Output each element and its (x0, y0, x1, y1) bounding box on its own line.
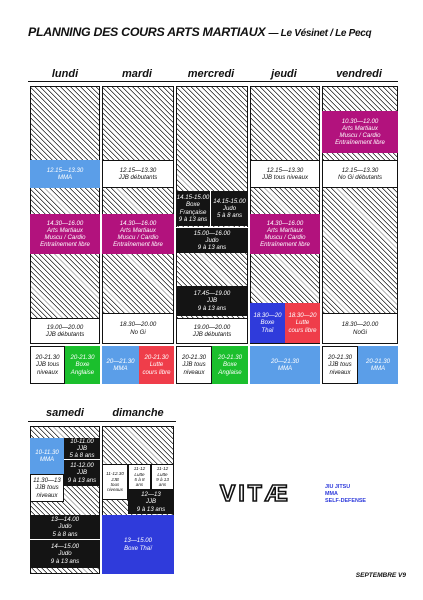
title-location: — Le Vésinet / Le Pecq (268, 28, 372, 39)
logo-tagline-2: MMA (325, 491, 338, 497)
class-sunday-1100-lutte-youth[interactable] (151, 464, 174, 490)
class-friday-1830-nogi[interactable] (322, 313, 398, 344)
class-tuesday-1215-jjb[interactable] (102, 160, 174, 188)
class-time: 11-12.30 (106, 471, 124, 477)
day-header-wednesday: mercredi (187, 68, 235, 80)
class-monday-1900-jjb[interactable] (30, 318, 100, 344)
class-saturday-1130-jjb[interactable] (30, 474, 64, 502)
class-time: 15.00—16.00 (193, 229, 231, 237)
class-wednesday-1900-jjb[interactable] (176, 318, 248, 344)
logo-wordmark: VITÆ (220, 480, 291, 506)
class-wednesday-1500-judo[interactable] (176, 227, 248, 253)
class-wednesday-1415-boxe-francaise[interactable] (176, 191, 211, 226)
class-label: niveaux (183, 368, 205, 376)
class-time: 20—21.30 (106, 357, 135, 365)
class-time: 19.00—20.00 (193, 323, 231, 331)
class-label: JJB tous (328, 361, 352, 369)
class-label: No Gi (130, 328, 146, 336)
class-label: MMA (277, 365, 293, 372)
class-time: 18.30—20 (288, 312, 317, 320)
class-label: Boxe (223, 361, 237, 369)
class-time: 17.45—19.00 (193, 290, 231, 298)
class-label: Arts Martiaux (47, 226, 83, 234)
class-label: Anglaise (218, 368, 242, 376)
class-monday-2000-jjb[interactable] (30, 346, 65, 384)
class-label: JJB débutants (192, 331, 232, 338)
class-label: Lutte (157, 471, 168, 477)
vitae-logo-mark (218, 480, 378, 506)
class-label: Boxe Thaï (124, 544, 152, 552)
class-label: JJB débutants (118, 174, 158, 181)
class-label: tous (110, 482, 120, 487)
class-label: Française (179, 208, 207, 216)
class-thursday-1215-jjb[interactable] (250, 160, 320, 188)
class-time: 20-21.30 (144, 354, 169, 362)
class-label: MMA (39, 456, 55, 463)
class-label: 5 à 8 (134, 477, 145, 482)
class-label: 9 à 13 ans (136, 505, 166, 513)
class-label: MMA (113, 365, 128, 372)
class-label: Arts Martiaux (342, 124, 378, 132)
class-wednesday-2000-jjb[interactable] (176, 346, 212, 384)
class-label: MMA (370, 365, 386, 372)
class-time: 11.30—13 (33, 477, 61, 485)
class-label: Arts Martiaux (267, 226, 303, 234)
class-label: 9 à 13 ans (197, 304, 227, 312)
class-label: cours libre (288, 326, 317, 334)
class-time: 12.15—13.30 (266, 166, 304, 174)
class-time: 14.30—16.00 (266, 219, 304, 227)
class-saturday-1000-mma[interactable] (30, 438, 64, 474)
class-thursday-1430-arts-martiaux[interactable] (250, 214, 320, 254)
class-label: niveaux (107, 487, 123, 493)
class-label: Lutte (134, 471, 145, 477)
class-label: 5 à 8 ans (216, 212, 243, 220)
class-time: 14.15-15.00 (176, 194, 210, 202)
class-sunday-1300-boxe-thai[interactable] (102, 515, 174, 574)
day-header-saturday: samedi (46, 407, 84, 419)
class-label: niveaux (36, 368, 58, 376)
class-label: 9 à 13 ans (178, 215, 208, 223)
class-wednesday-1745-jjb[interactable] (176, 286, 248, 316)
class-label: Entraînement libre (113, 241, 163, 249)
class-time: 10-11.30 (35, 448, 59, 456)
header-rule (28, 81, 398, 82)
class-label: Muscu / Cardio (339, 132, 381, 139)
class-time: 20-21.30 (181, 354, 207, 362)
day-header-sunday: dimanche (112, 407, 164, 419)
page-title (28, 25, 418, 39)
class-time: 20-21.30 (327, 354, 353, 362)
class-label: JJB tous (182, 361, 206, 369)
class-label: Thaï (261, 326, 274, 334)
day-header-tuesday: mardi (122, 68, 152, 80)
class-tuesday-1430-arts-martiaux[interactable] (102, 214, 174, 254)
class-saturday-1400-judo-youth[interactable] (30, 540, 100, 568)
logo-tagline-3: SELF-DEFENSE (325, 498, 367, 504)
class-saturday-1000-jjb-kids[interactable] (64, 438, 100, 460)
class-sunday-1100-jjb[interactable] (102, 464, 128, 500)
class-time: 11-12.00 (70, 462, 94, 470)
class-label: Lutte (149, 361, 164, 369)
class-time: 18.30—20.00 (341, 321, 379, 329)
class-monday-2000-boxe-anglaise[interactable] (65, 346, 100, 384)
class-time: 14—15.00 (50, 543, 80, 551)
class-time: 12—13 (141, 491, 161, 499)
class-label: Entraînement libre (335, 139, 385, 147)
class-time: 20-21.30 (70, 354, 95, 362)
class-friday-2000-mma[interactable] (358, 346, 398, 384)
version-label: SEPTEMBRE V9 (355, 572, 406, 579)
class-label: 9 à 13 ans (50, 557, 80, 565)
class-sunday-1100-lutte-kids[interactable] (128, 464, 151, 490)
class-time: 10-11.00 (70, 438, 94, 445)
class-label: JJB tous niveaux (261, 174, 309, 181)
class-friday-2000-jjb[interactable] (322, 346, 358, 384)
title-text: PLANNING DES COURS ARTS MARTIAUX (28, 25, 266, 39)
class-label: Boxe (186, 201, 200, 209)
class-label: 9 à 13 ans (67, 476, 97, 484)
class-time: 12.15—13.30 (341, 166, 379, 174)
class-label: 9 à 13 (156, 477, 169, 482)
class-label: JJB (145, 498, 157, 506)
class-time: 14.30—16.00 (119, 219, 157, 227)
class-time: 13—15.00 (123, 537, 153, 545)
class-time: 11-12 (133, 466, 146, 472)
class-label: Arts Martiaux (120, 226, 156, 234)
class-time: 20-21.30 (365, 357, 391, 365)
class-label: Muscu / Cardio (44, 234, 86, 241)
vitae-logo (218, 480, 378, 506)
class-label: niveaux (329, 368, 351, 376)
class-time: 20—21.30 (270, 357, 300, 365)
class-tuesday-1830-nogi[interactable] (102, 313, 174, 344)
class-tuesday-2000-lutte[interactable] (139, 346, 174, 384)
class-label: JJB (206, 297, 218, 305)
class-label: MMA (57, 174, 73, 181)
class-time: 18.30—20 (253, 312, 282, 320)
class-wednesday-2000-boxe-anglaise[interactable] (212, 346, 248, 384)
class-time: 14.15-15.00 (213, 197, 246, 205)
class-time: 20-21.30 (35, 354, 60, 362)
class-label: JJB tous (35, 361, 60, 369)
class-label: JJB (76, 469, 88, 477)
class-label: ans (135, 482, 144, 488)
class-label: Muscu / Cardio (264, 234, 306, 241)
logo-tagline-1: JIU JITSU (325, 484, 351, 490)
class-label: JJB (111, 476, 119, 482)
class-friday-1030-arts-martiaux[interactable] (322, 111, 398, 153)
class-label: 5 à 8 ans (69, 452, 95, 460)
class-label: Boxe (75, 361, 90, 369)
class-time: 12.15—13.30 (46, 166, 84, 174)
class-label: JJB (76, 444, 88, 452)
class-time: 19.00—20.00 (46, 323, 84, 331)
class-friday-1215-nogi[interactable] (322, 160, 398, 188)
class-label: niveaux (36, 491, 58, 499)
class-label: 9 à 13 ans (197, 244, 227, 252)
class-label: Boxe (260, 319, 275, 327)
class-sunday-1200-jjb[interactable] (128, 490, 174, 514)
class-label: No Gi débutants (337, 174, 383, 181)
class-time: 11-12 (156, 466, 169, 472)
class-time: 20-21.30 (217, 354, 243, 362)
class-monday-1430-arts-martiaux[interactable] (30, 214, 100, 254)
class-thursday-2000-mma[interactable] (250, 346, 320, 384)
class-label: JJB tous (35, 484, 59, 492)
weekend-header-rule (28, 421, 176, 422)
class-thursday-1830-boxe-thai[interactable] (250, 303, 285, 343)
class-time: 14.30—16.00 (46, 219, 84, 227)
class-wednesday-1415-judo[interactable] (211, 191, 248, 226)
day-header-thursday: jeudi (271, 68, 297, 80)
class-label: Entraînement libre (40, 241, 90, 249)
class-time: 18.30—20.00 (119, 321, 157, 329)
class-time: 12.15—13.30 (119, 166, 157, 174)
class-label: Muscu / Cardio (117, 234, 159, 241)
class-label: 5 à 8 ans (52, 530, 78, 538)
class-label: Judo (222, 204, 237, 212)
day-header-friday: vendredi (336, 68, 382, 80)
class-label: Entraînement libre (260, 241, 310, 249)
class-saturday-1300-judo-kids[interactable] (30, 515, 100, 540)
class-saturday-1100-jjb-youth[interactable] (64, 460, 100, 486)
class-label: cours libre (142, 368, 171, 376)
class-time: 10.30—12.00 (341, 117, 379, 125)
class-label: Judo (58, 550, 72, 558)
class-label: ans (158, 482, 167, 488)
class-label: Anglaise (70, 368, 95, 376)
class-label: JJB débutants (45, 331, 85, 338)
class-monday-1215-mma[interactable] (30, 160, 100, 188)
class-time: 13—14.00 (50, 516, 80, 524)
class-label: Judo (205, 236, 219, 244)
class-label: Lutte (295, 319, 310, 327)
class-label: NoGi (353, 328, 367, 336)
class-label: Judo (58, 523, 72, 531)
class-thursday-1830-lutte[interactable] (285, 303, 320, 343)
class-tuesday-2000-mma[interactable] (102, 346, 139, 384)
day-header-monday: lundi (51, 68, 79, 80)
